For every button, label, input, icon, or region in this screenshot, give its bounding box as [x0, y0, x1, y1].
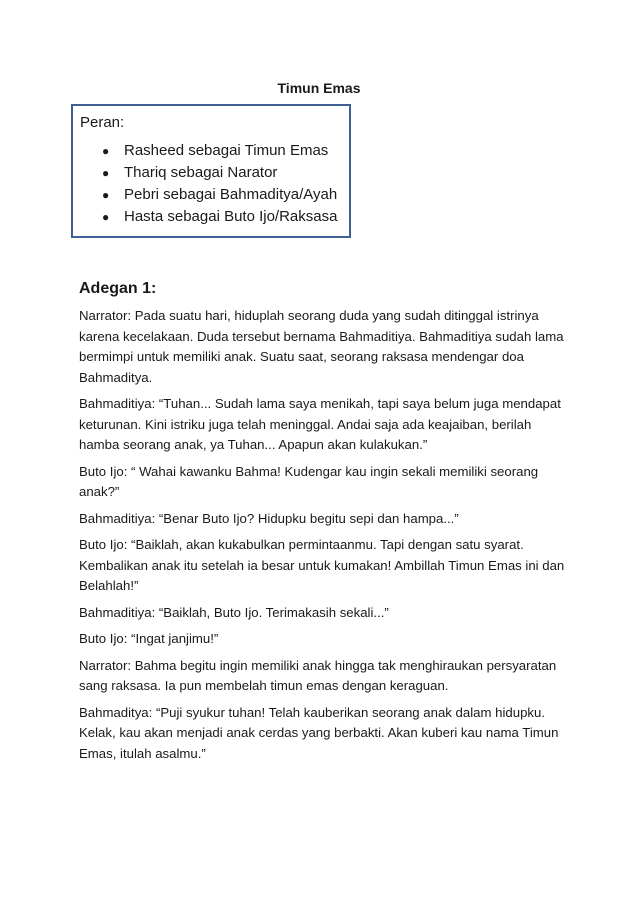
script-paragraph: Buto Ijo: “Baiklah, akan kukabulkan permintaanmu. Tapi dengan satu syarat. Kembalikan anak itu setelah ia besar untuk kumakan! Ambillah Timun Emas ini dan Belahlah!”: [79, 537, 565, 593]
roles-box: [71, 104, 351, 238]
role-item-text: Thariq sebagai Narator: [124, 164, 278, 181]
script-paragraph: Bahmaditya: “Puji syukur tuhan! Telah kauberikan seorang anak dalam hidupku. Kelak, kau akan menjadi anak cerdas yang berbakti. Akan kuberi kau nama Timun Emas, itulah asalmu.”: [79, 704, 559, 761]
script-paragraph: Bahmaditiya: “Benar Buto Ijo? Hidupku begitu sepi dan hampa...”: [79, 510, 459, 526]
role-item: [102, 140, 343, 162]
roles-heading: Peran:: [80, 114, 125, 131]
role-item: [102, 184, 343, 206]
scene-heading: Adegan 1:: [79, 280, 157, 297]
bullet-icon: ●: [102, 210, 110, 224]
script-paragraph: Narrator: Bahma begitu ingin memiliki anak hingga tak menghiraukan persyaratan sang raksasa. Ia pun membelah timun emas dengan keraguan.: [79, 657, 557, 693]
script-paragraph: Bahmaditiya: “Tuhan... Sudah lama saya menikah, tapi saya belum juga mendapat keturunan. Kini istriku juga telah meninggal. Andai saja ada keajaiban, berilah hamba seorang anak, ya Tuhan... Apapun akan kulakukan.”: [79, 396, 561, 452]
script-paragraph: Buto Ijo: “ Wahai kawanku Bahma! Kudengar kau ingin sekali memiliki seorang anak?”: [79, 463, 539, 499]
bullet-icon: ●: [102, 166, 110, 180]
role-item-text: Rasheed sebagai Timun Emas: [124, 142, 329, 159]
bullet-icon: ●: [102, 188, 110, 202]
script-paragraph: Bahmaditiya: “Baiklah, Buto Ijo. Terimakasih sekali...”: [79, 604, 389, 620]
role-item-text: Hasta sebagai Buto Ijo/Raksasa: [124, 208, 338, 225]
bullet-icon: ●: [102, 144, 110, 158]
script-paragraph: Buto Ijo: “Ingat janjimu!”: [79, 631, 219, 646]
role-item-text: Pebri sebagai Bahmaditya/Ayah: [124, 186, 338, 203]
roles-list: [80, 140, 343, 228]
document-title: Timun Emas: [277, 80, 361, 96]
script-body: [79, 306, 569, 770]
role-item: [102, 206, 343, 228]
script-paragraph: Narrator: Pada suatu hari, hiduplah seorang duda yang sudah ditinggal istrinya karena kecelakaan. Duda tersebut bernama Bahmaditiya. Bahmaditiya sudah lama bermimpi untuk memiliki anak. Suatu saat, seorang raksasa mendengar doa Bahmaditya.: [79, 308, 564, 385]
role-item: [102, 162, 343, 184]
